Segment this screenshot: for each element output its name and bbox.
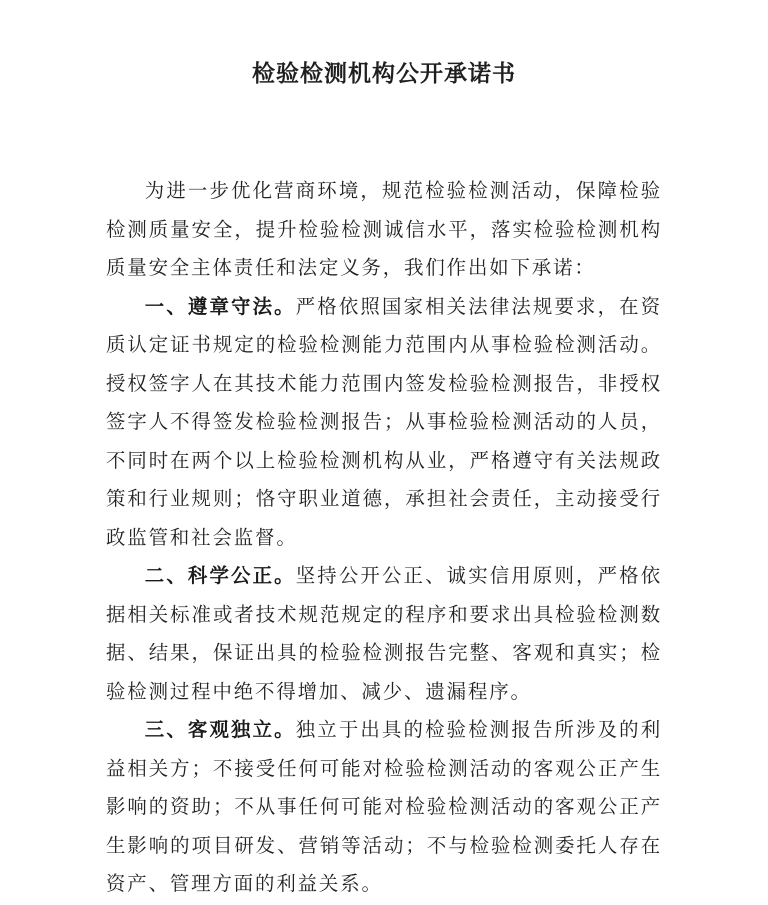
section-heading-1: 一、遵章守法。 bbox=[144, 294, 296, 318]
section-body-1: 严格依照国家相关法律法规要求，在资质认定证书规定的检验检测能力范围内从事检验检测活动。授权签字人在其技术能力范围内签发检验检测报告，非授权签字人不得签发检验检测报告；从事检验检测活动的人员，不同时在两个以上检验检测机构从业，严格遵守有关法规政策和行业规则；恪守职业道德，承担社会责任，主动接受行政监管和社会监督。 bbox=[106, 294, 662, 549]
section-heading-2: 二、科学公正。 bbox=[144, 564, 296, 587]
section-paragraph-1 bbox=[106, 288, 662, 558]
section-heading-3: 三、客观独立。 bbox=[144, 718, 296, 741]
intro-paragraph: 为进一步优化营商环境，规范检验检测活动，保障检验检测质量安全，提升检验检测诚信水平，落实检验检测机构质量安全主体责任和法定义务，我们作出如下承诺： bbox=[106, 179, 662, 279]
document-page bbox=[106, 54, 662, 904]
document-title: 检验检测机构公开承诺书 bbox=[252, 61, 516, 87]
section-body-2: 坚持公开公正、诚实信用原则，严格依据相关标准或者技术规范规定的程序和要求出具检验检测数据、结果，保证出具的检验检测报告完整、客观和真实；检验检测过程中绝不得增加、减少、遗漏程序。 bbox=[106, 564, 662, 703]
section-paragraph-2 bbox=[106, 557, 662, 711]
section-body-3: 独立于出具的检验检测报告所涉及的利益相关方；不接受任何可能对检验检测活动的客观公正产生影响的资助；不从事任何可能对检验检测活动的客观公正产生影响的项目研发、营销等活动；不与检验检测委托人存在资产、管理方面的利益关系。 bbox=[106, 718, 662, 895]
section-paragraph-3 bbox=[106, 711, 662, 904]
